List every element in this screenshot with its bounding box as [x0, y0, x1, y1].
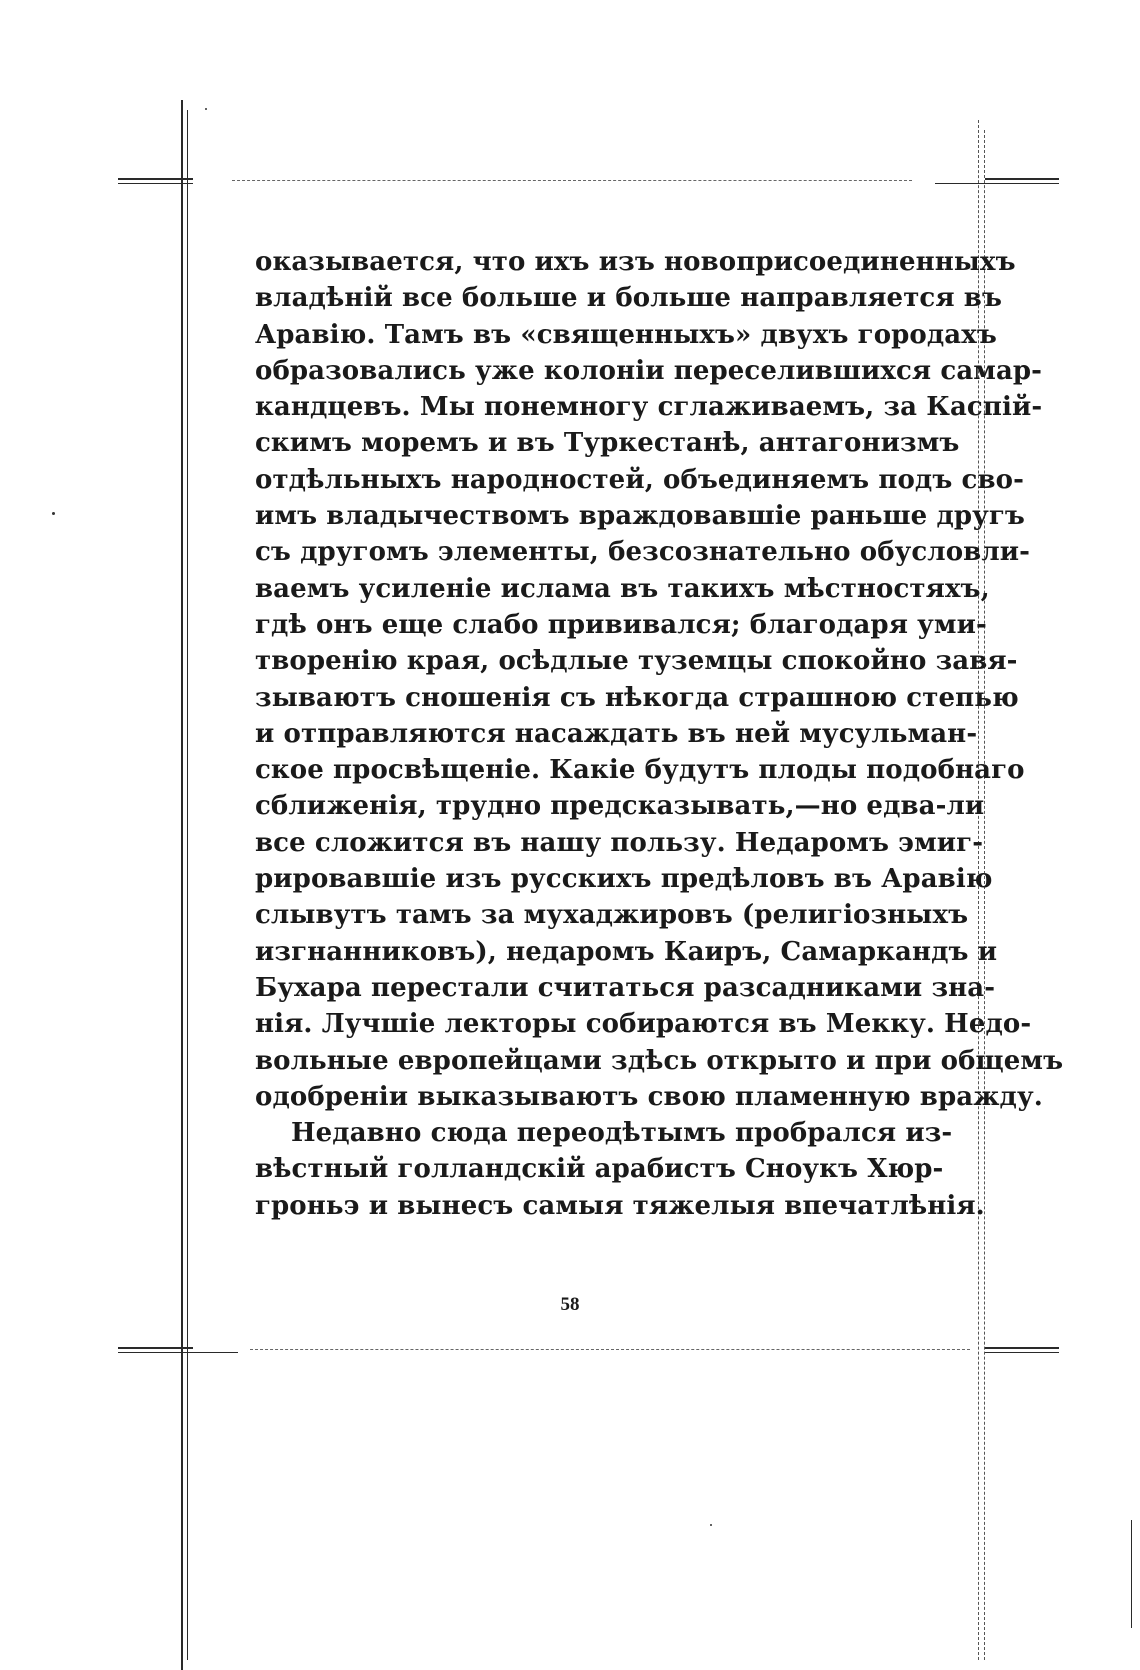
text-line: зываютъ сношенія съ нѣкогда страшною степью	[255, 682, 1019, 713]
text-line: сближенія, трудно предсказывать,—но едва-ли	[255, 791, 985, 822]
text-line: и отправляются насаждать въ ней мусульман-	[255, 718, 978, 749]
speck	[710, 1524, 712, 1526]
crop-mark-bottom-right-h	[985, 1347, 1059, 1349]
page-number: 58	[560, 1294, 580, 1315]
paragraph-start-line: Недавно сюда переодѣтымъ пробрался из-	[291, 1118, 953, 1149]
text-line: нія. Лучшіе лекторы собираются въ Мекку. Недо-	[255, 1009, 1032, 1040]
text-line: вѣстный голландскій арабистъ Сноукъ Хюр-	[255, 1154, 944, 1185]
speck	[52, 512, 55, 515]
crop-mark-top-right	[985, 178, 1059, 180]
text-line: изгнанниковъ), недаромъ Каиръ, Самаркандъ и	[255, 936, 998, 967]
text-line: все сложится въ нашу пользу. Недаромъ эмиг-	[255, 827, 984, 858]
crop-mark-top-left	[118, 178, 193, 180]
text-line: съ другомъ элементы, безсознательно обусловли-	[255, 537, 1031, 568]
text-line: скимъ моремъ и въ Туркестанѣ, антагонизмъ	[255, 428, 960, 459]
crop-mark-top-left-2	[118, 183, 193, 184]
page-body	[255, 244, 1064, 1224]
text-line: ское просвѣщеніе. Какіе будутъ плоды подобнаго	[255, 755, 1025, 786]
text-line: гдѣ онъ еще слабо прививался; благодаря уми-	[255, 609, 987, 640]
text-line: отдѣльныхъ народностей, объединяемъ подъ сво-	[255, 464, 1024, 495]
crop-mark-bottom-left-2	[118, 1352, 238, 1353]
text-line: образовались уже колоніи переселившихся самар-	[255, 355, 1043, 386]
crop-mark-top-middle	[232, 180, 912, 181]
text-line: Аравію. Тамъ въ «священныхъ» двухъ городахъ	[255, 319, 997, 350]
text-line: рировавшіе изъ русскихъ предѣловъ въ Аравію	[255, 864, 993, 895]
text-line: владѣній все больше и больше направляется въ	[255, 283, 1003, 314]
text-line: имъ владычествомъ враждовавшіе раньше другъ	[255, 501, 1025, 532]
text-line: Бухара перестали считаться разсадниками зна-	[255, 972, 996, 1003]
crop-mark-left-outer	[181, 100, 183, 1670]
crop-mark-left-inner	[187, 110, 188, 1660]
speck	[205, 108, 207, 110]
text-line: одобреніи выказываютъ свою пламенную вражду.	[255, 1081, 1043, 1112]
crop-mark-bottom-right	[1131, 1520, 1132, 1628]
text-line: вольные европейцами здѣсь открыто и при общемъ	[255, 1045, 1064, 1076]
text-line: ваемъ усиленіе ислама въ такихъ мѣстностяхъ,	[255, 573, 990, 604]
crop-mark-bottom-left	[118, 1347, 193, 1349]
text-line: слывутъ тамъ за мухаджировъ (религіозныхъ	[255, 900, 969, 931]
text-line: гроньэ и вынесъ самыя тяжелыя впечатлѣнія.	[255, 1190, 985, 1221]
crop-mark-bottom-right-h2	[985, 1352, 1059, 1353]
crop-mark-bottom-middle	[250, 1349, 970, 1350]
text-line: оказывается, что ихъ изъ новоприсоединенныхъ	[255, 247, 1016, 277]
crop-mark-top-right-2	[935, 183, 1059, 184]
text-line: творенію края, осѣдлые туземцы спокойно завя-	[255, 646, 1018, 677]
text-line: кандцевъ. Мы понемногу сглаживаемъ, за Каспій-	[255, 392, 1043, 423]
